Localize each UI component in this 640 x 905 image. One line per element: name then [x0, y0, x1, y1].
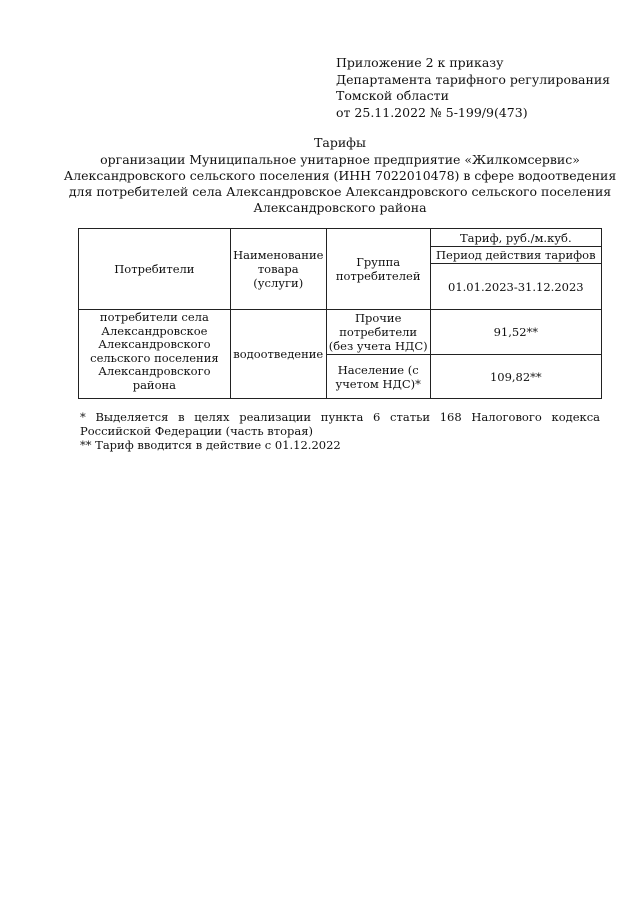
header-consumers: Потребители: [79, 229, 231, 310]
title-line: организации Муниципальное унитарное предприятие «Жилкомсервис»: [100, 152, 580, 167]
consumers-line: Александровского: [98, 364, 211, 378]
header-period-label: Период действия тарифов: [430, 247, 601, 264]
consumers-line: района: [132, 377, 177, 392]
footnote: ** Тариф вводится в действие с 01.12.2022: [80, 438, 341, 452]
consumers-line: Александровское: [101, 323, 208, 338]
product-cell: водоотведение: [230, 310, 326, 399]
footnote: * Выделяется в целях реализации пункта 6 статьи 168 Налогового кодекса Российской Федерации (часть вторая): [80, 410, 600, 438]
appendix-line: Департамента тарифного регулирования: [336, 71, 611, 87]
consumers-line: потребители села: [99, 310, 209, 324]
consumers-cell: [79, 310, 231, 399]
appendix-reference: [336, 55, 636, 121]
consumers-line: Александровского: [98, 337, 211, 351]
header-tariff: Тариф, руб./м.куб.: [430, 229, 601, 247]
tariff-table: [78, 228, 602, 399]
footnotes: [80, 410, 600, 452]
group-cell: Население (с учетом НДС)*: [326, 355, 430, 399]
title-line: Александровского района: [253, 200, 427, 215]
appendix-line: Приложение 2 к приказу: [336, 55, 504, 70]
table-row: [79, 310, 602, 355]
title-line: для потребителей села Александровское Александровского сельского поселения: [68, 184, 612, 199]
document-title-block: [60, 135, 620, 216]
document-title: Тарифы: [314, 135, 366, 150]
consumers-line: сельского поселения: [90, 350, 219, 365]
appendix-line: Томской области: [336, 88, 449, 103]
tariff-value-cell: 109,82**: [430, 355, 601, 399]
title-line: Александровского сельского поселения (ИНН 7022010478) в сфере водоотведения: [63, 168, 617, 183]
group-cell: Прочие потребители (без учета НДС): [326, 310, 430, 355]
table-header-row: [79, 229, 602, 247]
header-group: Группа потребителей: [326, 229, 430, 310]
header-product: Наименование товара (услуги): [230, 229, 326, 310]
appendix-line: от 25.11.2022 № 5-199/9(473): [336, 104, 528, 120]
header-period: 01.01.2023-31.12.2023: [430, 264, 601, 310]
tariff-value-cell: 91,52**: [430, 310, 601, 355]
